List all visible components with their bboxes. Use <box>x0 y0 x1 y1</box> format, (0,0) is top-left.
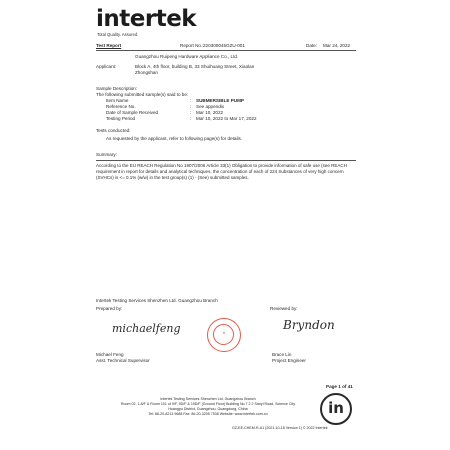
applicant-label: Applicant: <box>96 64 117 69</box>
applicant-address-2: Zhongshan <box>135 70 158 75</box>
date-label: Date: <box>306 43 317 48</box>
tests-text: As requested by the applicant, refer to following page(s) for details. <box>106 136 243 141</box>
footer-line-1: Intertek Testing Services Shenzhen Ltd. Guangzhou Branch <box>160 397 256 401</box>
sample-row-colon: : <box>190 104 192 109</box>
reviewer-name: Brace Lin <box>272 352 292 357</box>
preparer-signature: michaelfeng <box>112 322 181 335</box>
footer-line-3: Huangpu District, Guangzhou, Guangdong, China <box>168 407 248 411</box>
sample-row-colon: : <box>190 110 192 115</box>
date-value: Mar 24, 2022 <box>323 43 351 48</box>
header-rule <box>96 50 356 51</box>
intertek-logo: intertek <box>96 6 197 32</box>
document-code: GZ-EE-CHEM-R-A1 (2021-10-18 Version 1) © 2022 Intertek <box>232 426 328 430</box>
company-seal <box>207 318 241 352</box>
brand-tagline: Total Quality. Assured. <box>97 32 139 37</box>
tests-label: Tests conducted: <box>96 128 131 133</box>
sample-intro: The following submitted sample(s) said to be: <box>96 92 189 97</box>
sample-row-colon: : <box>190 98 192 103</box>
sample-row-value: See appendix <box>196 104 225 109</box>
applicant-address-1: Block A, 4th floor, building B, 33 Shuihuang Street, Xiaolan <box>135 64 255 69</box>
reviewed-by-label: Reviewed by: <box>270 306 298 311</box>
sample-row-value: Mar 10, 2022 <box>196 110 224 115</box>
sample-row-label: Date of Sample Received <box>106 110 159 115</box>
report-no-label: Report No.: <box>180 43 204 48</box>
prepared-by-label: Prepared by: <box>96 306 123 311</box>
preparer-title: Asst. Technical Supervisor <box>96 358 150 363</box>
sample-row-label: Testing Period <box>106 116 136 121</box>
applicant-company: Guangzhou Ruipeng Hardware Appliance Co., Ltd. <box>135 54 239 59</box>
reviewer-signature: Bryndon <box>283 318 335 332</box>
seal-star-icon: ★ <box>222 331 226 335</box>
summary-text: According to the EU REACH Regulation No 1907/2006 Article 33(1) Obligation to provide information of safe use (see REACH requirement in report for details and analytical techniques, the concentration of each of 224 Substances of very high concern (SVHCs) is <= 0.1% (w/w) in the test group(s) (1) - (See) submitted samples. <box>96 163 347 180</box>
footer-line-2: Room 02, 1-8/F & Room 101 of 9/F, 9D/F & 19D/F (Ground Floor) Building No.7 2 2 Sanyi Road, Science City <box>120 402 296 406</box>
intertek-in-logo: in <box>320 393 352 425</box>
test-report-label: Test Report <box>96 43 122 48</box>
footer-line-4: Tel: 86-20-8213 9688 Fax: 86-20-3205 7538 Website: www.intertek.com.cn <box>148 412 268 416</box>
sample-description-label: Sample Description: <box>96 86 138 91</box>
sample-row-label: Reference No. <box>106 104 136 109</box>
summary-rule <box>96 160 356 161</box>
reviewer-title: Project Engineer <box>272 358 306 363</box>
page-number: Page 1 of 41 <box>326 384 353 389</box>
report-no-value: 220300045GZU-001 <box>203 43 245 48</box>
sample-row-value: SUBMERSIBLE PUMP <box>196 98 244 103</box>
company-line: Intertek Testing Services Shenzhen Ltd. Guangzhou Branch <box>96 298 218 303</box>
sample-row-colon: : <box>190 116 192 121</box>
sample-row-label: Item Name <box>106 98 129 103</box>
preparer-name: Michael Feng <box>96 352 124 357</box>
summary-label: Summary: <box>96 152 117 157</box>
sample-row-value: Mar 10, 2022 to Mar 17, 2022 <box>196 116 257 121</box>
